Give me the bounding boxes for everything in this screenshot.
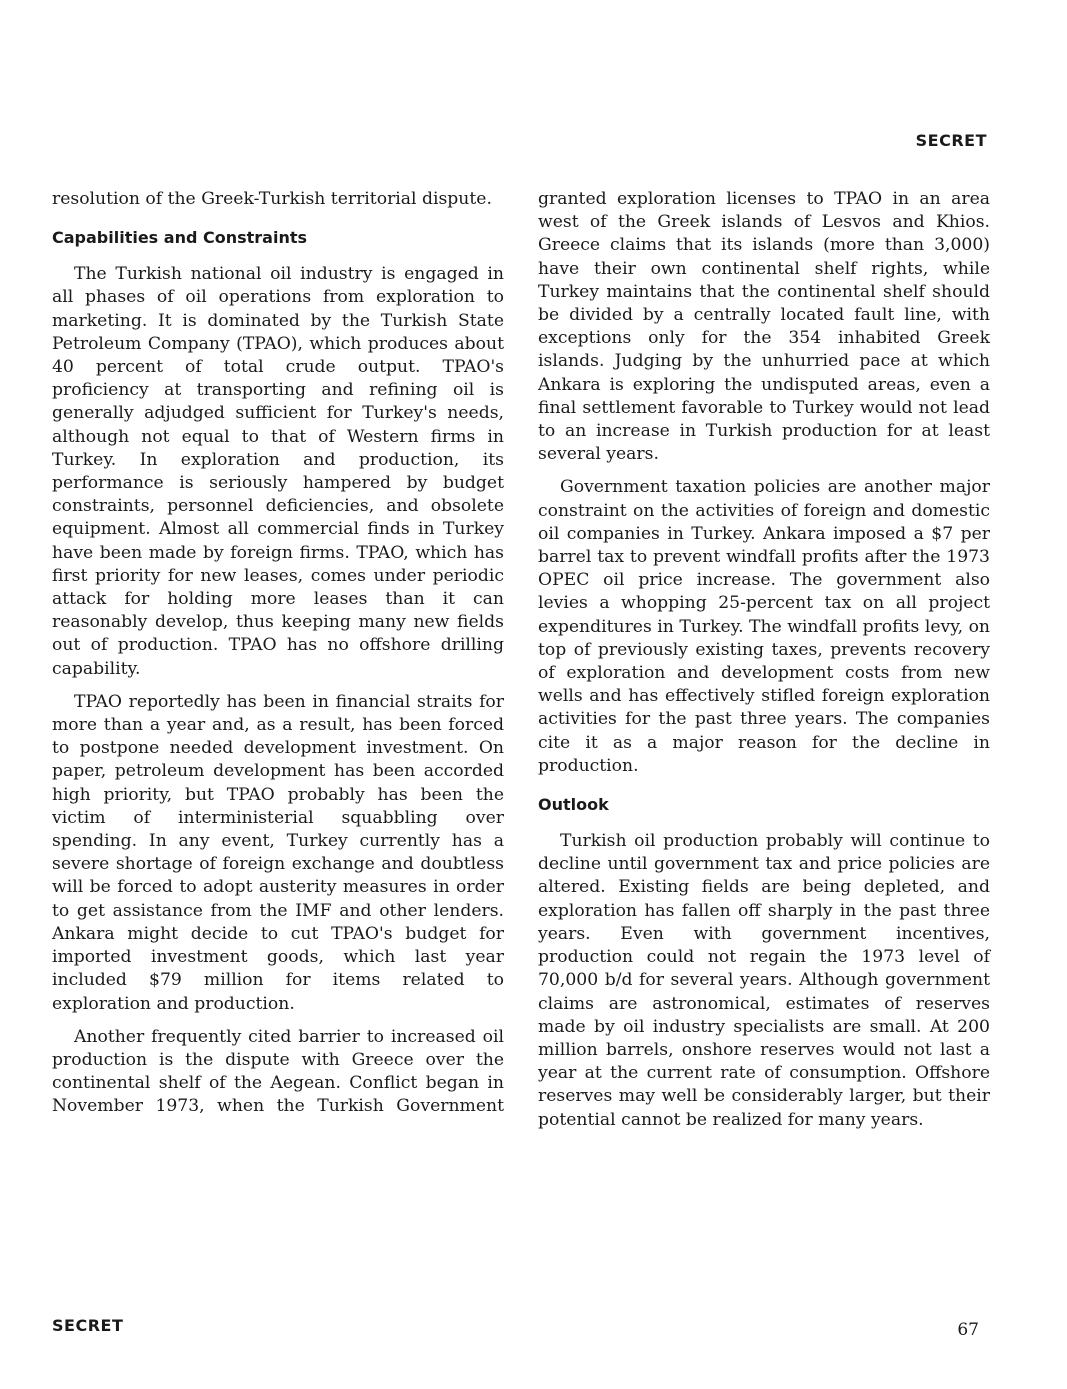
footer-classification-marking: SECRET [52, 1316, 124, 1335]
section-heading-capabilities: Capabilities and Constraints [52, 228, 308, 248]
outlook-paragraph: Turkish oil production probably will continue to decline until government tax and price policies are altered. Existing fields are being depleted, and exploration has fallen off sharply in the past three years. Even with government incentives, production could not regain the 1973 level of 70,000 b/d for several years. Although government claims are astronomical, estimates of reserves made by oil industry specialists are small. At 200 million barrels, onshore reserves would not last a year at the current rate of consumption. Offshore reserves may well be considerably larger, but their potential cannot be realized for many years. [538, 831, 990, 1130]
continued-paragraph: granted exploration licenses to TPAO in an area west of the Greek islands of Lesvos and Khios. Greece claims that its islands (more than 3,000) have their own continental shelf rights, while Turkey maintains that the continental shelf should be divided by a centrally located fault line, with exceptions only for the 354 inhabited Greek islands. Judging by the unhurried pace at which Ankara is exploring the undisputed areas, even a final settlement favorable to Turkey would not lead to an increase in Turkish production for at least several years. [538, 189, 990, 465]
page-number: 67 [957, 1320, 979, 1340]
capabilities-paragraph-3: Another frequently cited barrier to increased oil production is the dispute with Greece over the continental shelf of the Aegean. Conflict began in November 1973, when the Turkish Government [52, 1026, 504, 1117]
left-column [52, 188, 504, 1119]
capabilities-paragraph-1: The Turkish national oil industry is engaged in all phases of oil operations from exploration to marketing. It is dominated by the Turkish State Petroleum Company (TPAO), which produces about 40 percent of total crude output. TPAO's proficiency at transporting and refining oil is generally adjudged sufficient for Turkey's needs, although not equal to that of Western firms in Turkey. In exploration and production, its performance is seriously hampered by budget constraints, personnel deficiencies, and obsolete equipment. Almost all commercial finds in Turkey have been made by foreign firms. TPAO, which has first priority for new leases, comes under periodic attack for holding more leases than it can reasonably develop, thus keeping many new fields out of production. TPAO has no offshore drilling capability. [52, 264, 504, 679]
capabilities-paragraph-2: TPAO reportedly has been in financial straits for more than a year and, as a result, has been forced to postpone needed development investment. On paper, petroleum development has been accorded high priority, but TPAO probably has been the victim of interministerial squabbling over spending. In any event, Turkey currently has a severe shortage of foreign exchange and doubtless will be forced to adopt austerity measures in order to get assistance from the IMF and other lenders. Ankara might decide to cut TPAO's budget for imported investment goods, which last year included $79 million for items related to exploration and production. [52, 691, 504, 1014]
section-heading-outlook: Outlook [538, 795, 609, 815]
header-classification-marking: SECRET [915, 131, 987, 150]
taxation-paragraph: Government taxation policies are another major constraint on the activities of foreign and domestic oil companies in Turkey. Ankara imposed a $7 per barrel tax to prevent windfall profits after the 1973 OPEC oil price increase. The government also levies a whopping 25-percent tax on all project expenditures in Turkey. The windfall profits levy, on top of previously existing taxes, prevents recovery of exploration and development costs from new wells and has effectively stifled foreign exploration activities for the past three years. The companies cite it as a major reason for the decline in production. [538, 477, 990, 776]
right-column [538, 188, 990, 1132]
intro-paragraph: resolution of the Greek-Turkish territorial dispute. [52, 189, 492, 209]
